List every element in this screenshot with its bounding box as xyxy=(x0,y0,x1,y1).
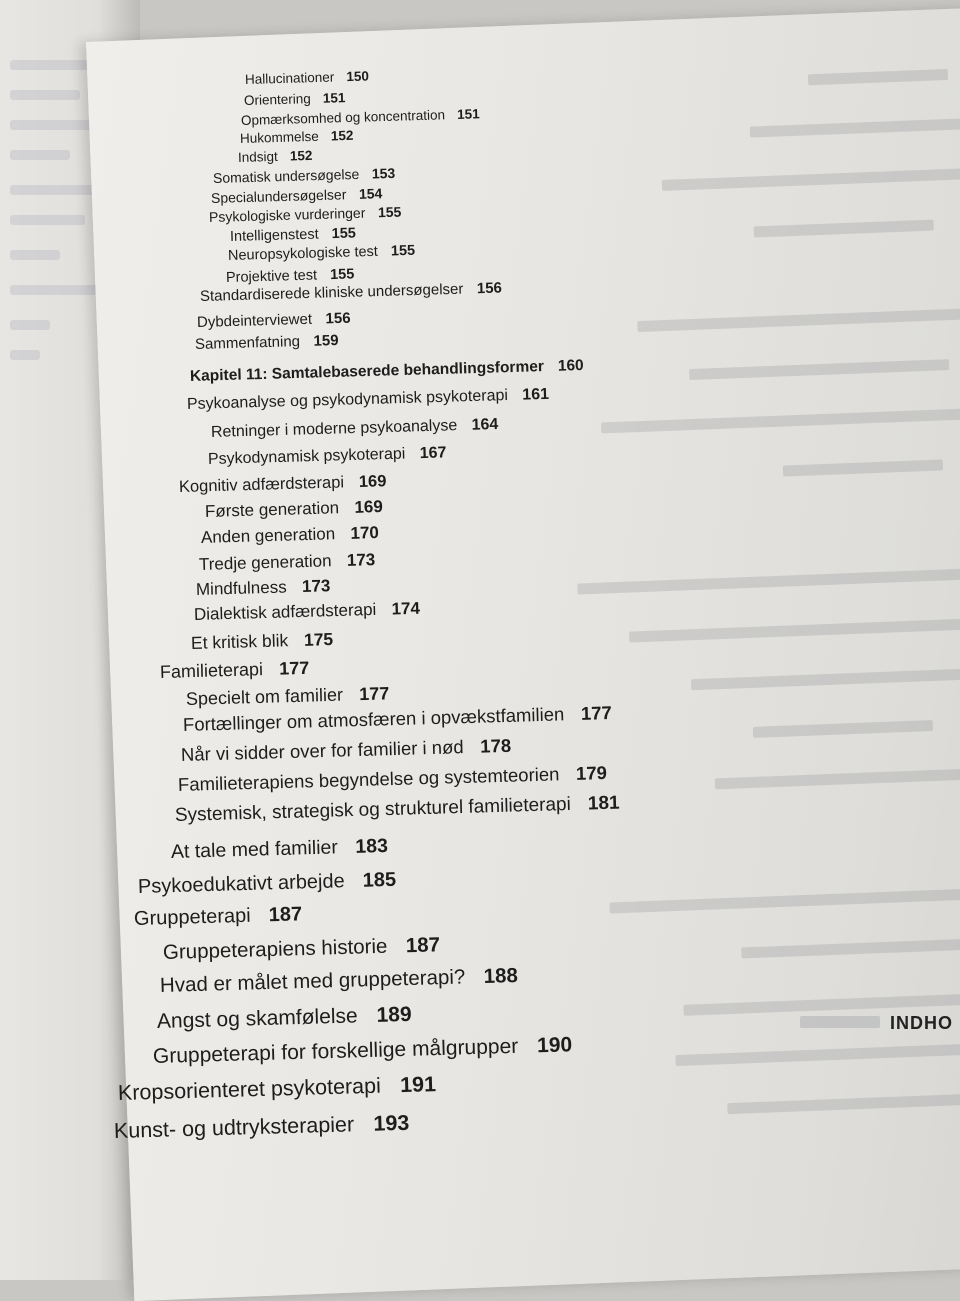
toc-entry-page: 155 xyxy=(331,225,357,243)
toc-entry-title: At tale med familier xyxy=(170,836,339,863)
footer-ghost xyxy=(800,1016,880,1028)
toc-entry-title: Tredje generation xyxy=(198,551,332,574)
toc-entry-title: Specialundersøgelser xyxy=(210,186,347,206)
toc-entry xyxy=(160,658,310,683)
toc-entry-page: 187 xyxy=(268,903,303,927)
toc-entry-page: 154 xyxy=(358,185,383,202)
toc-entry-title: Gruppeterapi xyxy=(133,904,251,930)
toc-entry-title: Hvad er målet med gruppeterapi? xyxy=(159,965,466,997)
toc-entry-page: 161 xyxy=(522,385,550,404)
toc-entry-title: Gruppeterapiens historie xyxy=(162,934,388,964)
toc-entry-title: Psykologiske vurderinger xyxy=(208,204,366,225)
toc-entry-page: 167 xyxy=(419,444,447,463)
toc-entry-title: Hukommelse xyxy=(239,128,319,146)
toc-entry-page: 155 xyxy=(390,242,416,260)
toc-entry-page: 177 xyxy=(580,702,613,724)
toc-entry-title: Orientering xyxy=(243,91,311,108)
toc-entry-page: 156 xyxy=(325,309,351,328)
toc-entry-page: 177 xyxy=(358,683,390,705)
toc-entry-title: Første generation xyxy=(204,498,340,521)
toc-entry-page: 152 xyxy=(289,147,313,164)
toc-entry-title: Kapitel 11: Samtalebaserede behandlingsformer xyxy=(189,358,545,385)
toc-entry-page: 155 xyxy=(329,266,355,284)
toc-entry-title: Dybdeinterviewet xyxy=(196,310,313,331)
toc-entry-title: Hallucinationer xyxy=(244,69,335,87)
toc-entry-page: 153 xyxy=(371,164,396,182)
toc-entry-title: Kropsorienteret psykoterapi xyxy=(117,1073,382,1105)
toc-entry-title: Intelligenstest xyxy=(229,226,319,245)
toc-entry-page: 185 xyxy=(362,868,397,892)
toc-entry-page: 187 xyxy=(405,933,441,958)
toc-entry-page: 188 xyxy=(483,964,519,988)
toc-entry-page: 190 xyxy=(536,1033,573,1058)
toc-entry-page: 151 xyxy=(456,106,480,122)
toc-entry-title: Psykoanalyse og psykodynamisk psykoterapi xyxy=(186,387,509,413)
toc-entry xyxy=(191,629,334,654)
toc-entry-title: Kognitiv adfærdsterapi xyxy=(178,473,345,496)
toc-entry-title: Standardiserede kliniske undersøgelser xyxy=(199,280,464,305)
toc-entry-page: 178 xyxy=(479,734,512,757)
toc-entry-page: 160 xyxy=(557,357,584,375)
toc-entry-title: Somatisk undersøgelse xyxy=(212,165,360,186)
toc-entry xyxy=(196,576,331,600)
bleed-through-text xyxy=(526,7,960,1224)
toc-entry-page: 181 xyxy=(587,792,620,815)
toc-entry-page: 169 xyxy=(354,497,384,517)
toc-entry-page: 193 xyxy=(373,1110,410,1136)
toc-entry-page: 159 xyxy=(313,331,339,350)
toc-entry-page: 175 xyxy=(303,629,334,650)
toc-entry-title: Familieterapi xyxy=(159,659,264,682)
toc-entry-page: 177 xyxy=(278,657,310,679)
toc-entry-title: Når vi sidder over for familier i nød xyxy=(180,736,464,765)
toc-entry-page: 156 xyxy=(476,279,503,298)
toc-entry-page: 151 xyxy=(322,90,346,106)
running-head: INDHO xyxy=(890,1013,953,1033)
toc-entry-page: 152 xyxy=(330,127,354,144)
toc-entry-page: 170 xyxy=(350,523,380,543)
toc-entry-title: Angst og skamfølelse xyxy=(156,1004,358,1033)
toc-entry-page: 173 xyxy=(301,576,331,597)
toc-entry-title: Familieterapiens begyndelse og systemteorien xyxy=(177,763,560,795)
toc-entry-title: Systemisk, strategisk og strukturel familieterapi xyxy=(174,793,572,826)
toc-entry xyxy=(238,148,313,165)
toc-entry-title: Psykoedukativt arbejde xyxy=(137,870,346,898)
toc-entry-title: Sammenfatning xyxy=(194,333,301,353)
toc-entry xyxy=(244,90,346,108)
toc-entry-title: Mindfulness xyxy=(195,577,287,599)
toc-entry-page: 173 xyxy=(346,550,376,570)
toc-entry-title: Anden generation xyxy=(200,524,336,547)
toc-entry xyxy=(134,903,303,931)
toc-entry-title: Dialektisk adfærdsterapi xyxy=(193,599,377,624)
toc-entry-title: Gruppeterapi for forskellige målgrupper xyxy=(152,1034,519,1068)
toc-entry-title: Et kritisk blik xyxy=(190,630,289,653)
toc-entry-title: Psykodynamisk psykoterapi xyxy=(207,445,406,468)
toc-entry-title: Retninger i moderne psykoanalyse xyxy=(210,417,458,441)
toc-entry-page: 155 xyxy=(377,203,402,221)
toc-entry-page: 164 xyxy=(471,415,499,434)
toc-entry-page: 174 xyxy=(391,598,421,619)
toc-entry-title: Indsigt xyxy=(237,148,278,165)
toc-entry-title: Specielt om familier xyxy=(185,684,344,709)
toc-entry-title: Neuropsykologiske test xyxy=(227,243,379,264)
toc-entry-title: Opmærksomhed og koncentration xyxy=(240,107,446,128)
toc-entry-page: 189 xyxy=(376,1002,412,1027)
toc-entry-page: 191 xyxy=(399,1072,437,1098)
toc-entry-page: 150 xyxy=(346,68,370,85)
toc-entry-title: Fortællinger om atmosfæren i opvækstfamilien xyxy=(182,703,565,735)
toc-entry-page: 183 xyxy=(355,834,389,858)
toc-entry-title: Projektive test xyxy=(225,267,318,286)
toc-entry-page: 179 xyxy=(575,762,608,784)
toc-entry-page: 169 xyxy=(358,472,387,491)
toc-entry-title: Kunst- og udtryksterapier xyxy=(113,1112,355,1143)
toc-entry xyxy=(240,128,354,146)
